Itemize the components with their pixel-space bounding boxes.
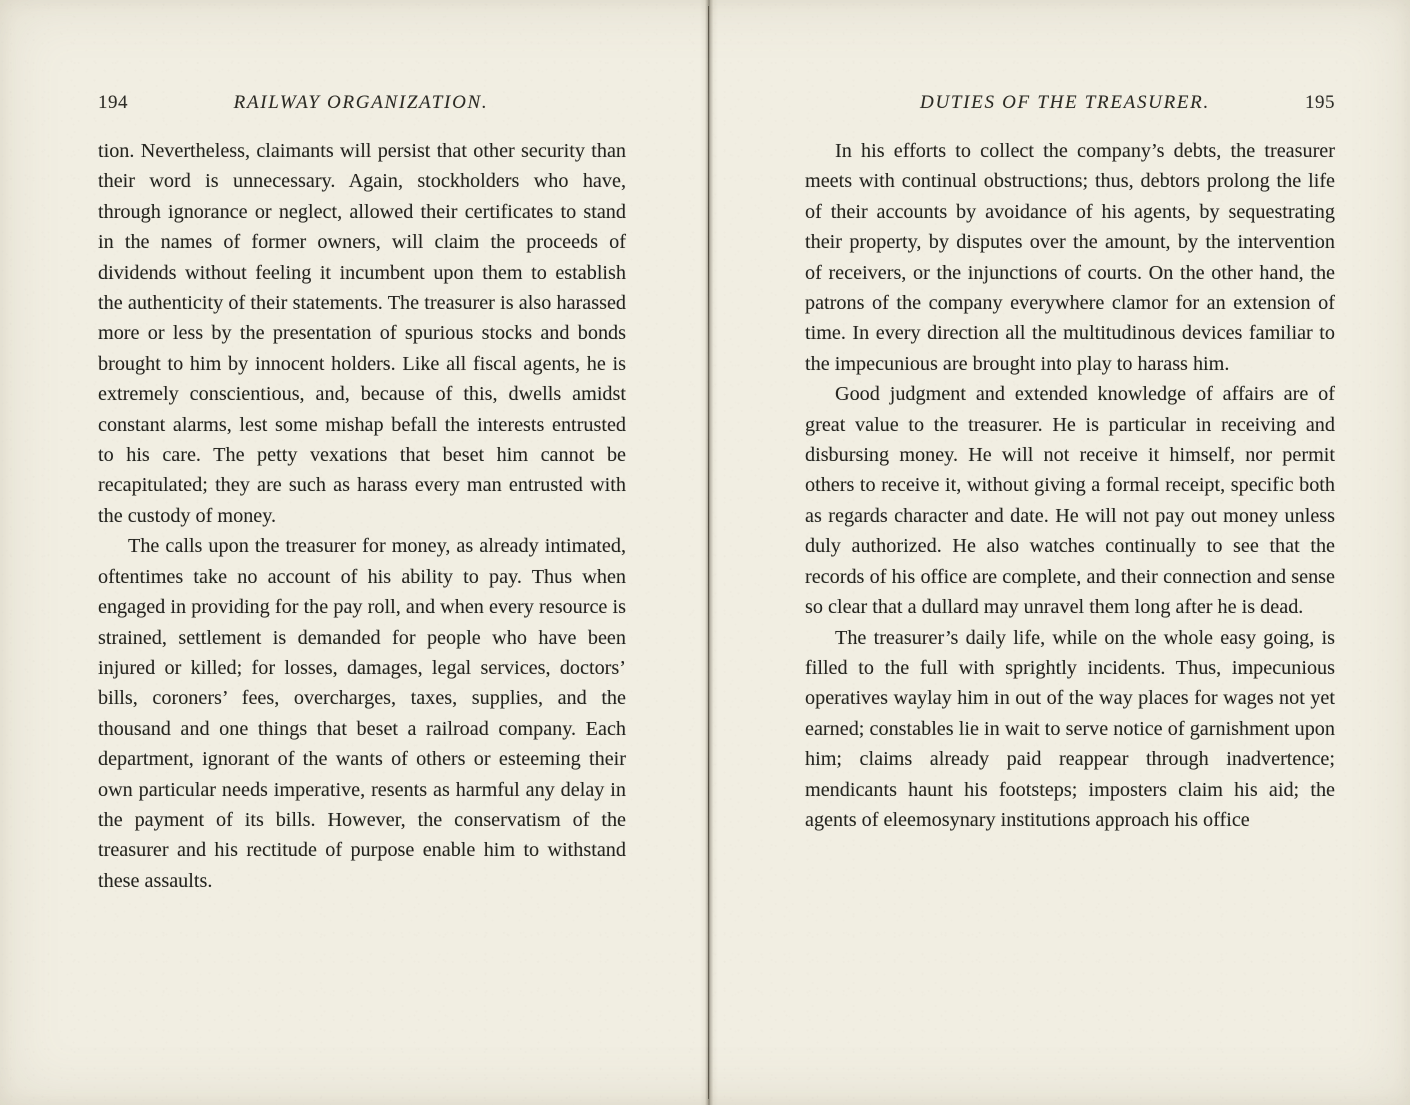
left-text-block: [98, 136, 626, 896]
left-page-number: 194: [98, 92, 128, 113]
paragraph: Good judgment and extended knowledge of affairs are of great value to the treasurer. He is particular in receiving and disbursing money. He will not receive it himself, nor permit others to receive it, without giving a formal receipt, specific both as regards character and date. He will not pay out money unless duly authorized. He also watches continually to see that the records of his office are complete, and their connection and sense so clear that a dullard may unravel them long after he is dead.: [805, 383, 1335, 619]
right-page-number: 195: [1305, 92, 1335, 113]
right-page: [707, 0, 1410, 1105]
left-running-head: [98, 92, 626, 118]
right-text-block: [805, 136, 1335, 835]
right-running-head: [805, 92, 1335, 118]
left-running-head-title: RAILWAY ORGANIZATION.: [233, 92, 489, 113]
paragraph: The treasurer’s daily life, while on the whole easy going, is filled to the full with sprightly incidents. Thus, impecunious operatives waylay him in out of the way places for wages not yet earned; constables lie in wait to serve notice of garnishment upon him; claims already paid reappear through inadvertence; mendicants haunt his footsteps; imposters claim his aid; the agents of eleemosynary institutions approach his office: [805, 626, 1335, 831]
paragraph: The calls upon the treasurer for money, as already intimated, oftentimes take no account of his ability to pay. Thus when engaged in providing for the pay roll, and when every resource is strained, settlement is demanded for people who have been injured or killed; for losses, damages, legal services, doctors’ bills, coroners’ fees, overcharges, taxes, supplies, and the thousand and one things that beset a railroad company. Each department, ignorant of the wants of others or esteeming their own particular needs imperative, resents as harmful any delay in the payment of its bills. However, the conservatism of the treasurer and his rectitude of purpose enable him to withstand these assaults.: [98, 535, 626, 892]
paragraph: In his efforts to collect the company’s debts, the treasurer meets with continual obstructions; thus, debtors prolong the life of their accounts by avoidance of his agents, by sequestrating their property, by disputes over the amount, by the intervention of receivers, or the injunctions of courts. On the other hand, the patrons of the company everywhere clamor for an extension of time. In every direction all the multitudinous devices familiar to the impecunious are brought into play to harass him.: [805, 140, 1335, 375]
right-running-head-title: DUTIES OF THE TREASURER.: [920, 92, 1210, 113]
paragraph: tion. Nevertheless, claimants will persist that other security than their word is unnecessary. Again, stockholders who have, through ignorance or neglect, allowed their certificates to stand in the names of former owners, will claim the proceeds of dividends without feeling it incumbent upon them to establish the authenticity of their statements. The treasurer is also harassed more or less by the presentation of spurious stocks and bonds brought to him by innocent holders. Like all fiscal agents, he is extremely conscientious, and, because of this, dwells amidst constant alarms, lest some mishap befall the interests entrusted to his care. The petty vexations that beset him cannot be recapitulated; they are such as harass every man entrusted with the custody of money.: [98, 140, 626, 527]
